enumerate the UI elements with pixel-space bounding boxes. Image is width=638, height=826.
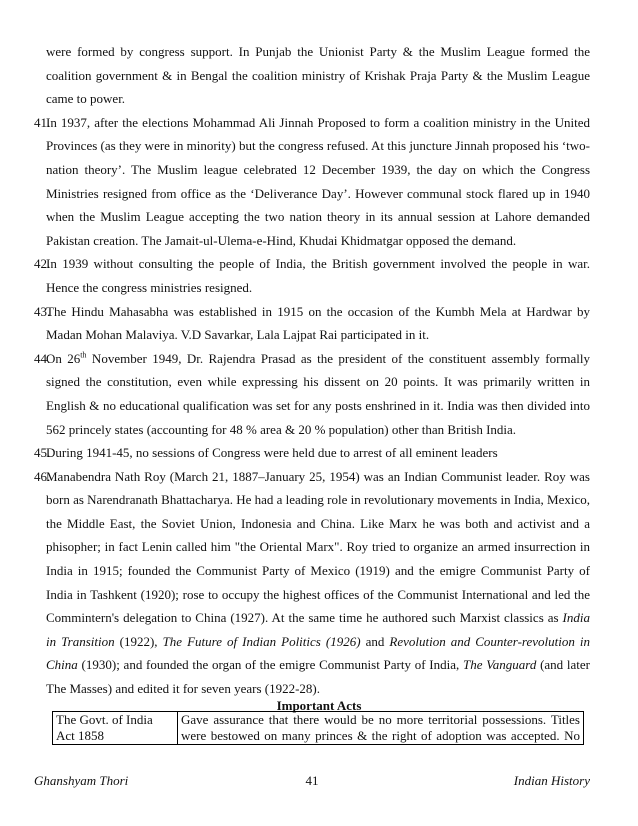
item-text-pre: On 26 <box>46 350 81 366</box>
footer-subject: Indian History <box>513 773 590 788</box>
publication-title: The Vanguard <box>463 657 537 673</box>
list-item-42 <box>34 252 590 299</box>
book-title: India in Transition <box>46 610 590 649</box>
item-number: 43. <box>34 303 51 319</box>
item-text-post: November 1949, Dr. Rajendra Prasad as the president of the constituent assembly formally signed the constitution, even while expressing his dissent on 20 points. It was primarily written in English & no educational qualification was set for any posts enshrined in it. India was then divided into 562 princely states (accounting for 48 % area & 20 % population) other than British India. <box>46 350 590 437</box>
book-title: Revolution and Counter-revolution in China <box>46 633 591 673</box>
table-row <box>53 712 584 745</box>
item-number: 41. <box>34 114 51 130</box>
item-number: 45. <box>34 445 51 461</box>
list-item-43 <box>34 300 590 347</box>
item-text: The Hindu Mahasabha was established in 1915 on the occasion of the Kumbh Mela at Hardwar by Madan Mohan Malaviya. V.D Savarkar, Lala Lajpat Rai participated in it. <box>46 303 590 343</box>
item-text: In 1937, after the elections Mohammad Ali Jinnah Proposed to form a coalition ministry in the United Provinces (as they were in minority) but the congress refused. At this juncture Jinnah proposed his ‘two-nation theory’. The Muslim league celebrated 12 December 1939, the day on which the Congress Ministries resigned from office as the ‘Deliverance Day’. However communal stock flared up in 1940 when the Muslim League accepting the two nation theory in its annual session at Lahore demanded Pakistan creation. The Jamait-ul-Ulema-e-Hind, Khudai Khidmatgar opposed the demand. <box>46 114 590 248</box>
item-text: In 1939 without consulting the people of India, the British government involved the people in war. Hence the congress ministries resigned. <box>46 256 590 295</box>
item-text-part: (1922), <box>114 633 163 649</box>
item-text <box>46 465 590 701</box>
item-text: During 1941-45, no sessions of Congress were held due to arrest of all eminent leaders <box>46 445 498 461</box>
act-description-cell: Gave assurance that there would be no more territorial possessions. Titles were bestowed on many princes & the right of adoption was accepted. No <box>178 712 584 745</box>
item-text <box>46 347 590 441</box>
item-number: 42. <box>34 256 51 272</box>
list-item-46 <box>34 465 590 701</box>
act-name-cell: The Govt. of India Act 1858 <box>53 712 178 745</box>
list-item-44 <box>34 347 590 441</box>
item-text-part: and <box>360 633 390 649</box>
book-title: The Future of Indian Politics (1926) <box>162 633 361 649</box>
acts-table <box>52 711 584 745</box>
acts-table-title: Important Acts <box>276 698 362 713</box>
footer-author: Ghanshyam Thori <box>34 773 129 788</box>
list-item-45 <box>34 441 590 465</box>
item-number: 44. <box>34 350 51 366</box>
item-number: 46. <box>34 468 51 484</box>
item-text-part: (1930); and founded the organ of the emigre Communist Party of India, <box>77 657 463 673</box>
page-number: 41 <box>305 773 319 788</box>
list-item-41 <box>34 111 590 253</box>
item-text-part: Manabendra Nath Roy (March 21, 1887–January 25, 1954) was an Indian Communist leader. Roy was born as Narendranath Bhattacharya. He had a leading role in revolutionary movements in India, Mexico, the Middle East, the Soviet Union, Indonesia and China. Like Marx he was both and activist and a phisopher; in fact Lenin called him "the Oriental Marx". Roy tried to organize an armed insurrection in India in 1915; founded the Communist Party of Mexico (1919) and the emigre Communist Party of India in Tashkent (1920); rose to occupy the highest offices of the Communist International and led the Commintern's delegation to China (1927). At the same time he authored such Marxist classics as <box>46 468 591 626</box>
continuation-paragraph: were formed by congress support. In Punjab the Unionist Party & the Muslim League formed the coalition government & in Bengal the coalition ministry of Krishak Praja Party & the Muslim League came to power. <box>46 44 590 107</box>
ordinal-superscript: th <box>80 350 87 360</box>
item-text-part: (and later The Masses) and edited it for seven years (1922-28). <box>46 657 590 697</box>
body-text <box>34 40 590 701</box>
